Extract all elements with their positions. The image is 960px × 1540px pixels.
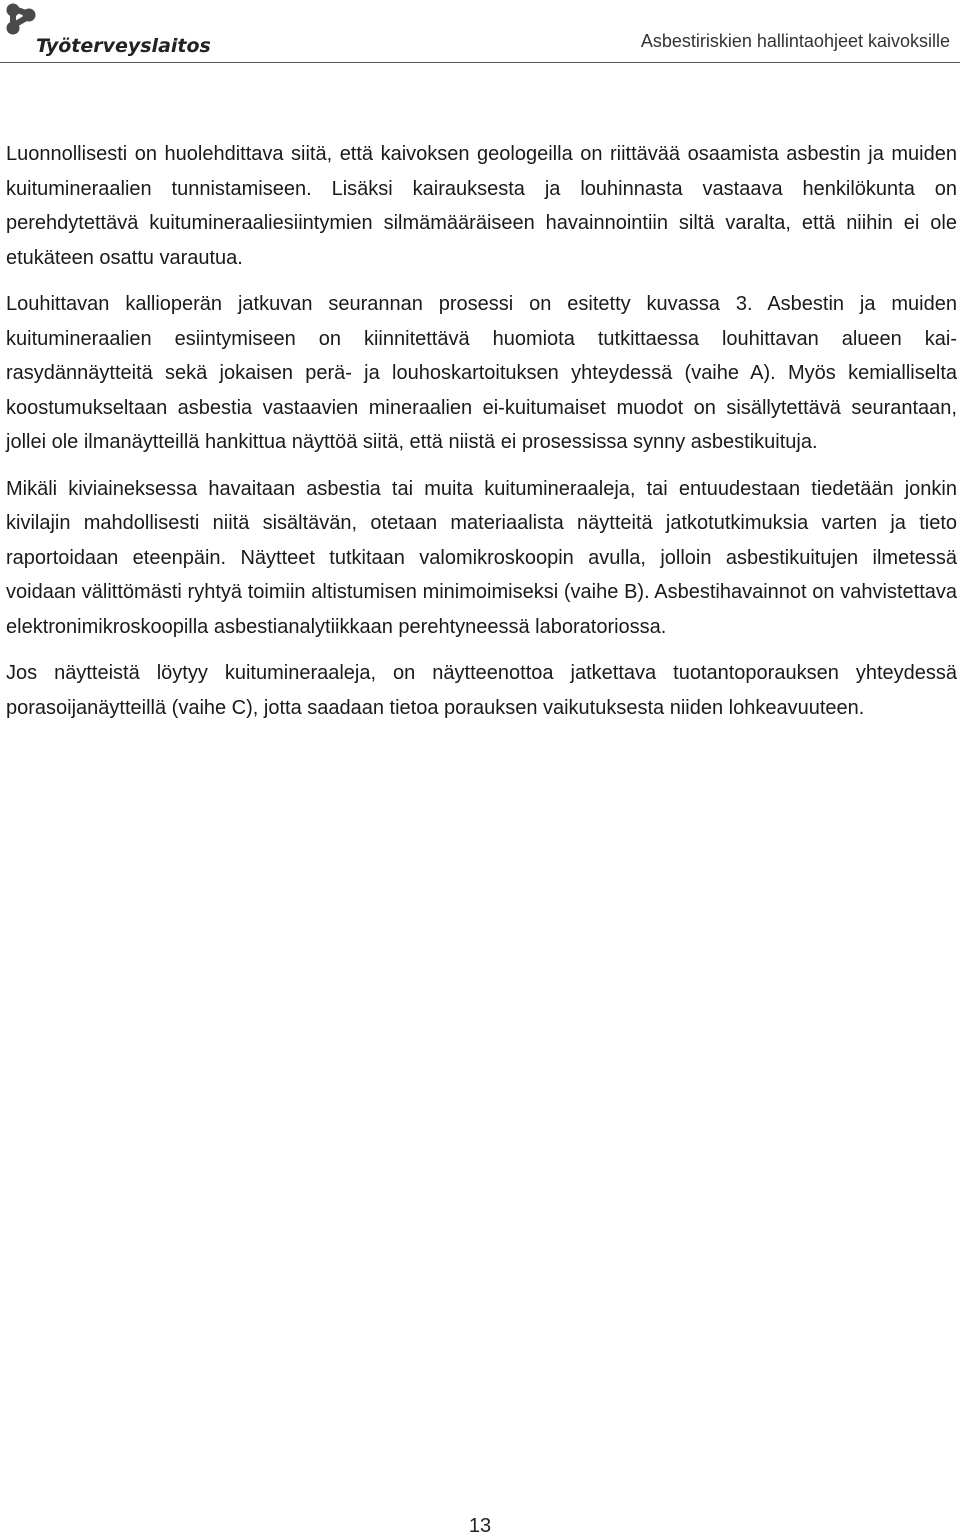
logo-text: Työterveyslaitos bbox=[36, 35, 211, 57]
paragraph: Mikäli kiviaineksessa havaitaan asbestia tai muita kuitumineraaleja, tai entuudestaan tiedetään jonkin kivilajin mahdollisesti niitä sisältävän, otetaan materiaalista näytteitä jatkotutkimuksia varten ja tieto raportoidaan eteenpäin. Näytteet tutkitaan valomikroskoopin avulla, jolloin asbestikuitujen ilmetessä voidaan välittömästi ryhtyä toimiin altistumisen minimoimiseksi (vaihe B). Asbestihavainnot on vahvistettava elektronimikroskoopilla asbestianalytiikkaan perehtyneessä laboratoriossa. bbox=[6, 477, 957, 638]
page-number: 13 bbox=[468, 1515, 492, 1537]
header-divider bbox=[0, 62, 960, 63]
body-text bbox=[6, 137, 957, 737]
document-title: Asbestiriskien hallintaohjeet kaivoksille bbox=[640, 31, 950, 51]
paragraph: Luonnollisesti on huolehdittava siitä, että kaivoksen geologeilla on riittävää osaamista asbestin ja muiden kuitumineraalien tunnistamiseen. Lisäksi kairauksesta ja louhinnasta vastaava henkilökunta on perehdytettävä kuitumineraaliesiintymien silmämääräiseen havainnointiin siltä varalta, että niihin ei ole etukäteen osattu varautua. bbox=[6, 143, 957, 269]
page-header bbox=[0, 0, 960, 64]
paragraph: Jos näytteistä löytyy kuitumineraaleja, on näytteenottoa jatkettava tuotantoporauksen yhteydessä porasoijanäytteillä (vaihe C), jotta saadaan tietoa porauksen vaikutuksesta niiden lohkeavuuteen. bbox=[6, 662, 957, 719]
paragraph: Louhittavan kallioperän jatkuvan seurannan prosessi on esitetty kuvassa 3. Asbestin ja muiden kuitumineraalien esiintymiseen on kiinnitettävä huomiota tutkittaessa louhittavan alueen kairasydännäytteitä sekä jokaisen perä- ja louhoskartoituksen yhteydessä (vaihe A). Myös kemialliselta koostumukseltaan asbestia vastaavien mineraalien ei-kuitumaiset muodot on sisällytettävä seurantaan, jollei ole ilmanäytteillä hankittua näyttöä siitä, että niistä ei prosessissa synny asbestikuituja. bbox=[6, 293, 957, 453]
logo-molecule-icon bbox=[4, 2, 38, 40]
tyoterveyslaitos-logo bbox=[4, 2, 211, 58]
